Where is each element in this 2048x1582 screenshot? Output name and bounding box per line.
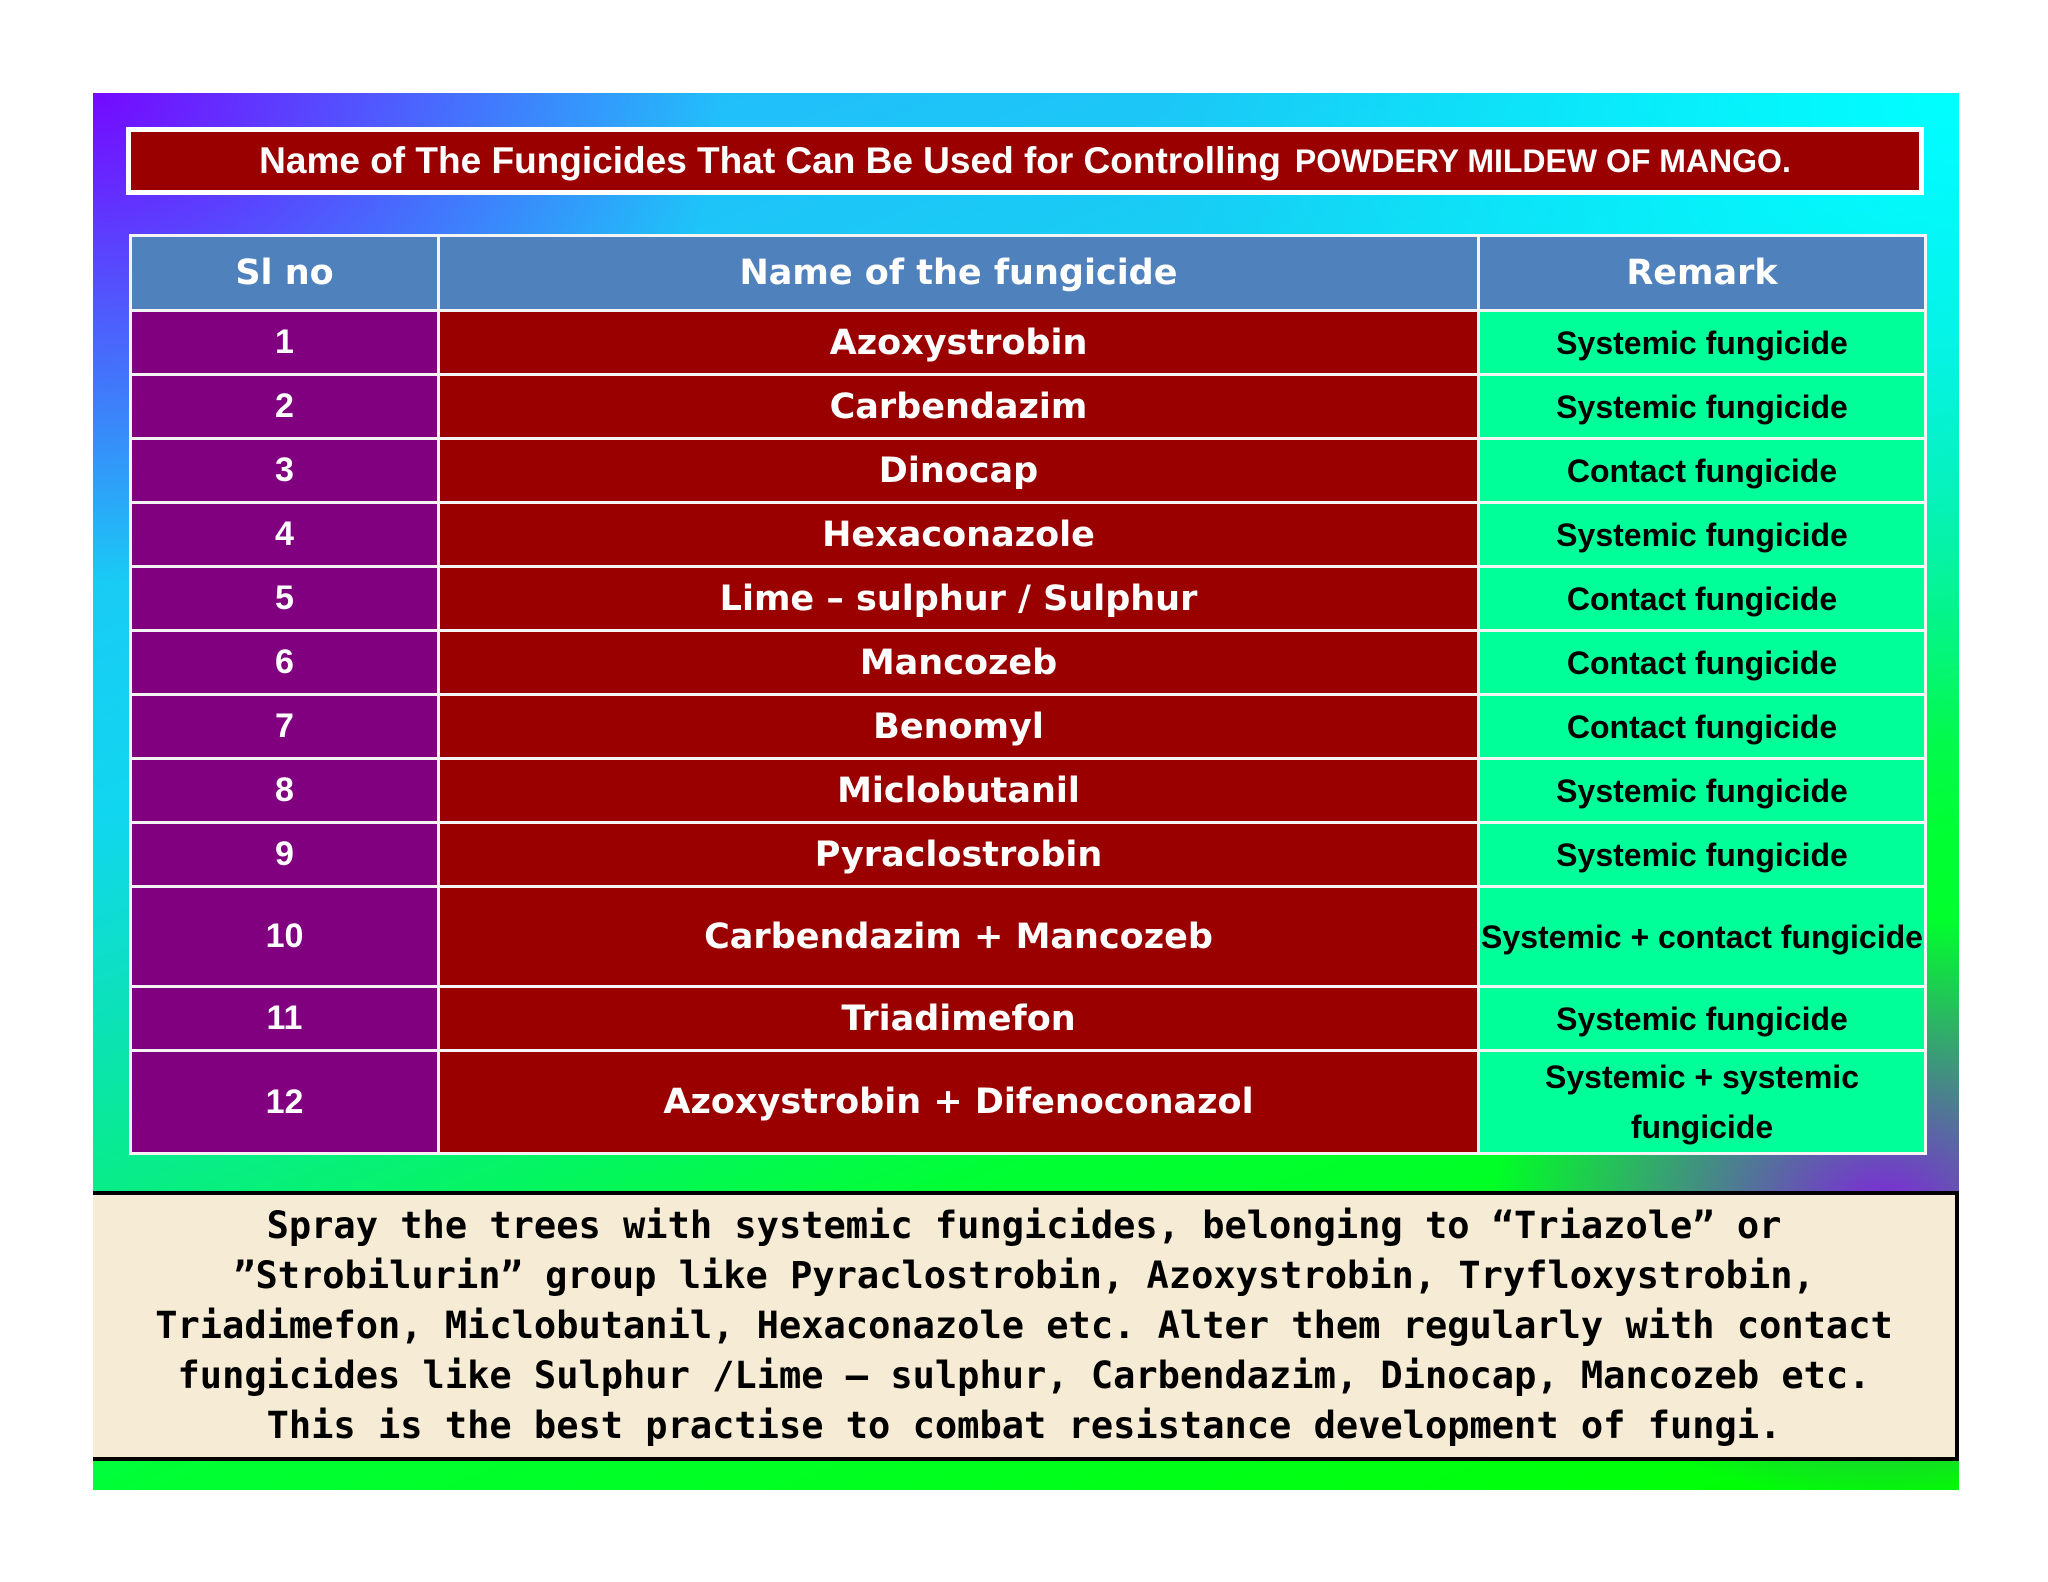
title-main-text: Name of The Fungicides That Can Be Used for Controlling [259,140,1281,181]
remark-cell: Systemic fungicide [1479,823,1926,887]
slide-background [93,93,1959,1490]
header-remark: Remark [1479,236,1926,311]
remark-cell: Contact fungicide [1479,631,1926,695]
remark-cell: Systemic fungicide [1479,759,1926,823]
table-row [131,631,1926,695]
fungicide-name-cell: Carbendazim + Mancozeb [439,887,1479,987]
sl-no-cell: 2 [131,375,439,439]
sl-no-cell: 6 [131,631,439,695]
fungicide-name-cell: Hexaconazole [439,503,1479,567]
fungicide-name-cell: Azoxystrobin [439,311,1479,375]
remark-cell: Contact fungicide [1479,695,1926,759]
remark-cell: Systemic + contact fungicide [1479,887,1926,987]
sl-no-cell: 7 [131,695,439,759]
sl-no-cell: 9 [131,823,439,887]
title-disease-text: POWDERY MILDEW OF MANGO. [1294,142,1791,179]
title-banner [126,127,1924,195]
table-row [131,1051,1926,1154]
remark-cell: Systemic fungicide [1479,503,1926,567]
sl-no-cell: 1 [131,311,439,375]
fungicide-name-cell: Azoxystrobin + Difenoconazol [439,1051,1479,1154]
remark-cell: Systemic fungicide [1479,987,1926,1051]
fungicide-name-cell: Pyraclostrobin [439,823,1479,887]
table-row [131,567,1926,631]
fungicide-name-cell: Mancozeb [439,631,1479,695]
fungicide-name-cell: Lime – sulphur / Sulphur [439,567,1479,631]
sl-no-cell: 10 [131,887,439,987]
table-row [131,759,1926,823]
fungicide-name-cell: Miclobutanil [439,759,1479,823]
sl-no-cell: 3 [131,439,439,503]
fungicide-name-cell: Dinocap [439,439,1479,503]
recommendation-box [93,1191,1959,1461]
table-row [131,375,1926,439]
fungicide-table [129,234,1927,1155]
sl-no-cell: 5 [131,567,439,631]
remark-cell: Systemic fungicide [1479,375,1926,439]
remark-cell: Systemic fungicide [1479,311,1926,375]
remark-cell: Systemic + systemic fungicide [1479,1051,1926,1154]
sl-no-cell: 8 [131,759,439,823]
table-row [131,503,1926,567]
table-row [131,695,1926,759]
fungicide-name-cell: Carbendazim [439,375,1479,439]
table-row [131,987,1926,1051]
table-header-row [131,236,1926,311]
recommendation-text: Spray the trees with systemic fungicides, belonging to “Triazole” or ”Strobilurin” group like Pyraclostrobin, Azoxystrobin, Tryfloxystrobin, Triadimefon, Miclobutanil, Hexaconazole etc. Alter them regularly with contact fungicides like Sulphur /Lime – sulphur, Carbendazim, Dinocap, Mancozeb etc. This is the best practise to combat resistance development of fungi. [155,1204,1893,1447]
remark-cell: Contact fungicide [1479,439,1926,503]
header-fungicide-name: Name of the fungicide [439,236,1479,311]
table-row [131,887,1926,987]
remark-cell: Contact fungicide [1479,567,1926,631]
sl-no-cell: 4 [131,503,439,567]
sl-no-cell: 12 [131,1051,439,1154]
table-row [131,439,1926,503]
table-row [131,823,1926,887]
fungicide-name-cell: Triadimefon [439,987,1479,1051]
fungicide-name-cell: Benomyl [439,695,1479,759]
header-sl-no: Sl no [131,236,439,311]
sl-no-cell: 11 [131,987,439,1051]
table-row [131,311,1926,375]
